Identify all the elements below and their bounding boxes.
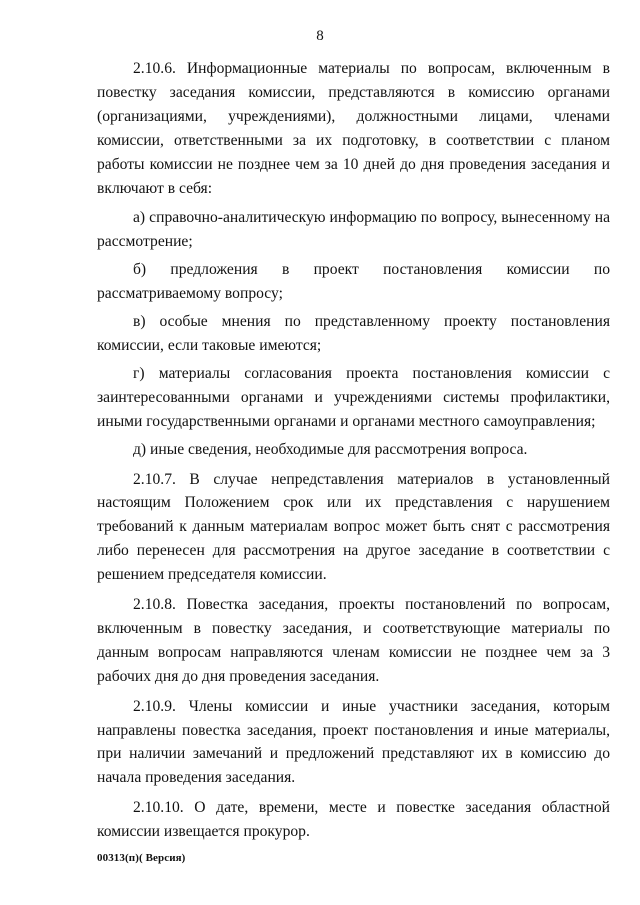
paragraph-2-10-8: 2.10.8. Повестка заседания, проекты постановлений по вопросам, включенным в повестку заседания, и соответствующие материалы по данным вопросам направляются членам комиссии не позднее чем за 3 рабочих дня до дня проведения заседания. (97, 596, 610, 685)
list-item-v: в) особые мнения по представленному проекту постановления комиссии, если таковые имеются; (97, 313, 610, 354)
paragraph-2-10-10: 2.10.10. О дате, времени, месте и повестке заседания областной комиссии извещается прокурор. (97, 799, 610, 841)
page-number: 8 (316, 28, 324, 44)
paragraph-2-10-9: 2.10.9. Члены комиссии и иные участники заседания, которым направлены повестка заседания, проект постановления и иные материалы, при наличии замечаний и предложений представляют их в комиссию до начала проведения заседания. (97, 697, 610, 787)
list-item-b: б) предложения в проект постановления комиссии по рассматриваемому вопросу; (97, 261, 610, 303)
list-item-a: а) справочно-аналитическую информацию по вопросу, вынесенному на рассмотрение; (97, 209, 610, 251)
document-footer-code: 00313(п)( Версия) (97, 852, 186, 864)
list-item-d: д) иные сведения, необходимые для рассмотрения вопроса. (133, 440, 528, 458)
document-body (97, 57, 610, 850)
paragraph-2-10-6: 2.10.6. Информационные материалы по вопросам, включенным в повестку заседания комиссии, представляются в комиссию органами (организациями, учреждениями), должностными лицами, членами комиссии, ответственными за их подготовку, в соответствии с планом работы комиссии не позднее чем за 10 дней до дня проведения заседания и включают в себя: (97, 60, 610, 197)
list-item-g: г) материалы согласования проекта постановления комиссии с заинтересованными органами и учреждениями системы профилактики, иными государственными органами и органами местного самоуправления; (97, 364, 610, 430)
paragraph-2-10-7: 2.10.7. В случае непредставления материалов в установленный настоящим Положением срок или их представления с нарушением требований к данным материалам вопрос может быть снят с рассмотрения либо перенесен для рассмотрения на другое заседание в соответствии с решением председателя комиссии. (97, 470, 610, 584)
